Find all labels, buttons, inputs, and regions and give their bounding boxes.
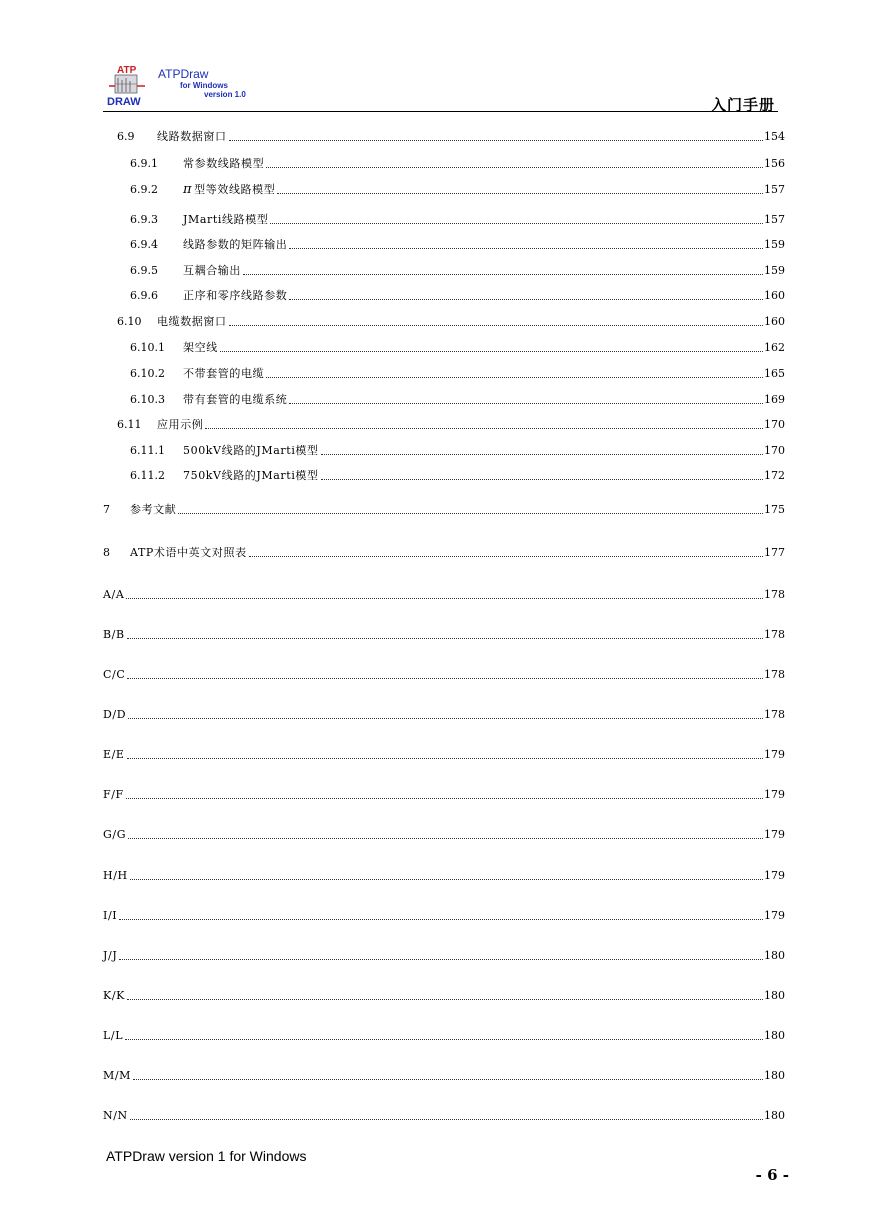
toc-entry[interactable] xyxy=(0,340,869,356)
toc-entry-title: L/L xyxy=(103,1029,124,1042)
toc-entry-number: 6.10.1 xyxy=(130,341,165,354)
toc-entry[interactable] xyxy=(0,948,869,964)
toc-entry-page: 179 xyxy=(764,869,785,882)
toc-entry-number: 6.9.1 xyxy=(130,157,158,170)
toc-entry-number: 6.11.2 xyxy=(130,469,165,482)
toc-entry[interactable] xyxy=(0,366,869,382)
toc-entry-number: 6.9 xyxy=(117,130,135,143)
toc-leader-dots xyxy=(249,556,763,557)
toc-entry-title: 750kV线路的JMarti模型 xyxy=(183,469,319,482)
toc-entry-title xyxy=(183,182,275,198)
toc-entry[interactable] xyxy=(0,587,869,603)
toc-entry[interactable] xyxy=(0,502,869,518)
toc-leader-dots xyxy=(126,798,763,799)
toc-entry-page: 179 xyxy=(764,828,785,841)
toc-entry-page: 179 xyxy=(764,748,785,761)
header-rule xyxy=(103,111,778,112)
header-title: 入门手册 xyxy=(710,96,775,114)
toc-entry-page: 177 xyxy=(764,546,785,559)
toc-entry[interactable] xyxy=(0,237,869,253)
toc-entry[interactable] xyxy=(0,545,869,561)
toc-entry-title: 常参数线路模型 xyxy=(183,157,265,170)
toc-leader-dots xyxy=(127,678,763,679)
toc-entry[interactable] xyxy=(0,392,869,408)
toc-leader-dots xyxy=(266,377,763,378)
toc-entry-title: ATP术语中英文对照表 xyxy=(130,546,247,559)
toc-entry-page: 180 xyxy=(764,1109,785,1122)
toc-entry[interactable] xyxy=(0,707,869,723)
toc-entry-title: JMarti线路模型 xyxy=(183,213,269,226)
toc-entry-title: 应用示例 xyxy=(157,418,204,431)
toc-entry-page: 172 xyxy=(764,469,785,482)
toc-leader-dots xyxy=(270,223,763,224)
toc-entry[interactable] xyxy=(0,1028,869,1044)
toc-entry-page: 180 xyxy=(764,1069,785,1082)
toc-entry-title: G/G xyxy=(103,828,127,841)
footer-product-text: ATPDraw version 1 for Windows xyxy=(106,1148,307,1164)
toc-entry-page: 162 xyxy=(764,341,785,354)
toc-entry-title-text: 型等效线路模型 xyxy=(194,183,276,196)
toc-entry-number: 6.9.2 xyxy=(130,183,158,196)
toc-entry-title: J/J xyxy=(103,949,118,962)
toc-entry-page: 180 xyxy=(764,1029,785,1042)
toc-entry-title: 正序和零序线路参数 xyxy=(183,289,288,302)
toc-entry-page: 170 xyxy=(764,418,785,431)
toc-entry[interactable] xyxy=(0,314,869,330)
toc-entry-number: 7 xyxy=(103,503,110,516)
toc-entry-title: 互耦合输出 xyxy=(183,264,241,277)
toc-entry-page: 169 xyxy=(764,393,785,406)
toc-leader-dots xyxy=(119,919,763,920)
atpdraw-logo xyxy=(106,64,154,108)
toc-leader-dots xyxy=(229,325,763,326)
toc-entry-page: 157 xyxy=(764,183,785,196)
toc-entry-page: 178 xyxy=(764,588,785,601)
toc-entry-title: N/N xyxy=(103,1109,128,1122)
toc-entry[interactable] xyxy=(0,468,869,484)
toc-leader-dots xyxy=(126,598,763,599)
toc-entry[interactable] xyxy=(0,443,869,459)
toc-entry-page: 165 xyxy=(764,367,785,380)
toc-leader-dots xyxy=(205,428,763,429)
toc-entry-number: 6.9.3 xyxy=(130,213,158,226)
toc-entry-page: 180 xyxy=(764,989,785,1002)
toc-entry-number: 6.9.5 xyxy=(130,264,158,277)
toc-entry-page: 160 xyxy=(764,289,785,302)
toc-leader-dots xyxy=(127,999,763,1000)
toc-entry[interactable] xyxy=(0,1108,869,1124)
toc-entry[interactable] xyxy=(0,908,869,924)
toc-entry-title: H/H xyxy=(103,869,128,882)
toc-leader-dots xyxy=(128,838,763,839)
toc-leader-dots xyxy=(130,1119,763,1120)
toc-entry-title: F/F xyxy=(103,788,124,801)
toc-entry-page: 179 xyxy=(764,788,785,801)
toc-entry-title: C/C xyxy=(103,668,126,681)
toc-entry-title: 参考文献 xyxy=(130,503,177,516)
toc-entry-title: K/K xyxy=(103,989,125,1002)
page-number: - 6 - xyxy=(755,1166,789,1184)
toc-leader-dots xyxy=(266,167,763,168)
toc-leader-dots xyxy=(289,248,763,249)
toc-entry-title: A/A xyxy=(103,588,125,601)
toc-entry-title: 架空线 xyxy=(183,341,218,354)
toc-leader-dots xyxy=(125,1039,763,1040)
logo-text-top: ATP xyxy=(117,65,137,76)
toc-entry-number: 8 xyxy=(103,546,110,559)
toc-entry-title: 500kV线路的JMarti模型 xyxy=(183,444,319,457)
toc-entry-number: 6.11 xyxy=(117,418,142,431)
toc-entry-title: 电缆数据窗口 xyxy=(157,315,227,328)
toc-entry-page: 178 xyxy=(764,668,785,681)
toc-entry[interactable] xyxy=(0,787,869,803)
brand-line-3: version 1.0 xyxy=(204,90,246,99)
toc-entry-page: 178 xyxy=(764,708,785,721)
pi-symbol: π xyxy=(183,182,193,197)
toc-entry-number: 6.11.1 xyxy=(130,444,165,457)
toc-entry[interactable] xyxy=(0,417,869,433)
toc-entry-title: I/I xyxy=(103,909,118,922)
toc-leader-dots xyxy=(178,513,763,514)
toc-entry-title: B/B xyxy=(103,628,125,641)
brand-line-1: ATPDraw xyxy=(158,67,209,81)
toc-entry[interactable] xyxy=(0,868,869,884)
toc-entry-title: D/D xyxy=(103,708,127,721)
brand-text xyxy=(158,68,246,99)
toc-entry-page: 156 xyxy=(764,157,785,170)
toc-leader-dots xyxy=(229,140,763,141)
toc-leader-dots xyxy=(289,299,763,300)
toc-entry[interactable] xyxy=(0,667,869,683)
toc-entry-page: 179 xyxy=(764,909,785,922)
toc-leader-dots xyxy=(321,454,763,455)
toc-entry-page: 157 xyxy=(764,213,785,226)
toc-leader-dots xyxy=(243,274,763,275)
toc-entry[interactable] xyxy=(0,627,869,643)
toc-entry-title: E/E xyxy=(103,748,125,761)
toc-leader-dots xyxy=(127,638,763,639)
toc-entry-number: 6.10.2 xyxy=(130,367,165,380)
toc-leader-dots xyxy=(220,351,763,352)
toc-entry[interactable] xyxy=(0,1068,869,1084)
toc-leader-dots xyxy=(133,1079,763,1080)
toc-entry[interactable] xyxy=(0,129,869,145)
toc-entry-number: 6.10.3 xyxy=(130,393,165,406)
brand-line-2: for Windows xyxy=(180,81,228,90)
toc-entry[interactable] xyxy=(0,263,869,279)
toc-leader-dots xyxy=(277,193,763,194)
toc-entry-page: 175 xyxy=(764,503,785,516)
logo-text-bottom: DRAW xyxy=(107,96,141,108)
toc-entry[interactable] xyxy=(0,288,869,304)
toc-leader-dots xyxy=(289,403,763,404)
toc-entry-page: 170 xyxy=(764,444,785,457)
toc-entry[interactable] xyxy=(0,182,869,198)
toc-entry[interactable] xyxy=(0,212,869,228)
toc-entry[interactable] xyxy=(0,156,869,172)
toc-entry-page: 178 xyxy=(764,628,785,641)
toc-entry-page: 160 xyxy=(764,315,785,328)
toc-entry-title: 线路数据窗口 xyxy=(157,130,227,143)
toc-entry-title: M/M xyxy=(103,1069,132,1082)
toc-entry-title: 线路参数的矩阵输出 xyxy=(183,238,288,251)
toc-leader-dots xyxy=(321,479,763,480)
toc-entry-page: 180 xyxy=(764,949,785,962)
toc-entry-number: 6.9.6 xyxy=(130,289,158,302)
toc-entry[interactable] xyxy=(0,827,869,843)
toc-entry[interactable] xyxy=(0,988,869,1004)
toc-entry-page: 154 xyxy=(764,130,785,143)
toc-entry-page: 159 xyxy=(764,238,785,251)
toc-entry-number: 6.9.4 xyxy=(130,238,158,251)
toc-entry-title: 不带套管的电缆 xyxy=(183,367,265,380)
toc-entry[interactable] xyxy=(0,747,869,763)
toc-entry-page: 159 xyxy=(764,264,785,277)
toc-leader-dots xyxy=(127,758,763,759)
toc-leader-dots xyxy=(128,718,763,719)
toc-leader-dots xyxy=(119,959,763,960)
toc-leader-dots xyxy=(130,879,763,880)
toc-entry-number: 6.10 xyxy=(117,315,142,328)
toc-entry-title: 带有套管的电缆系统 xyxy=(183,393,288,406)
